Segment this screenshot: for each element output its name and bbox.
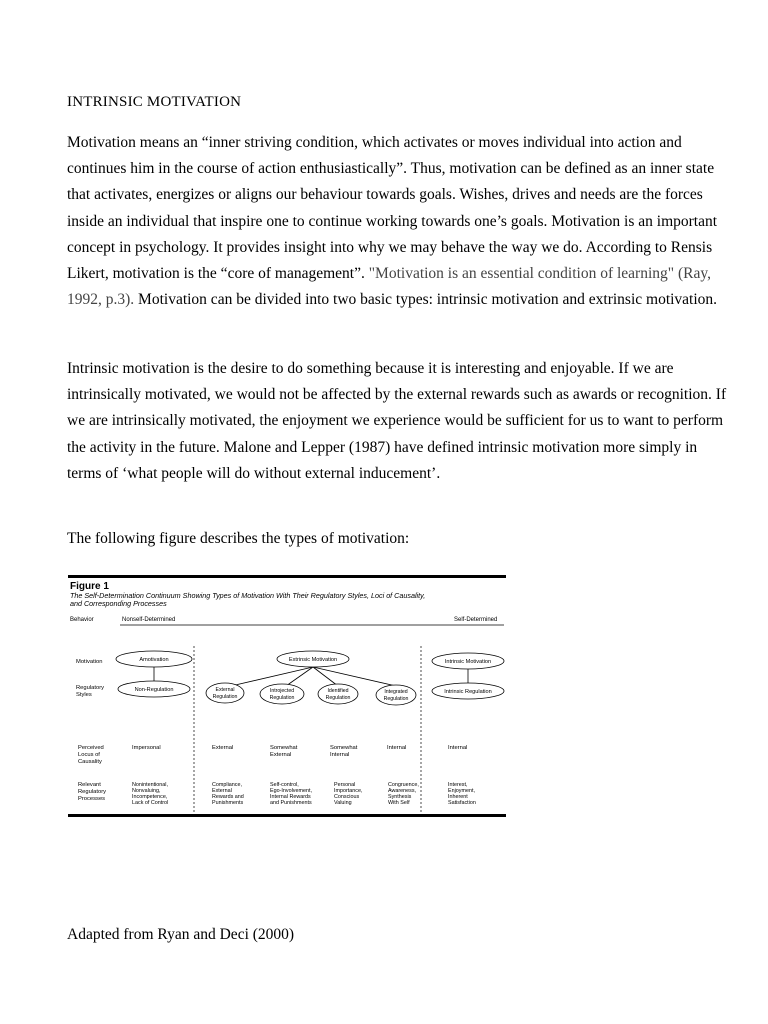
process-integrated-4: With Self bbox=[388, 800, 410, 806]
nonself-determined-label: Nonself-Determined bbox=[122, 617, 176, 623]
integrated-regulation-label-2: Regulation bbox=[383, 696, 409, 702]
process-amotivation-2: Nonvaluing, bbox=[132, 788, 161, 794]
locus-external: External bbox=[212, 745, 234, 751]
process-introjected-1: Self-control, bbox=[270, 782, 299, 788]
process-identified-4: Valuing bbox=[334, 800, 352, 806]
process-amotivation-1: Nonintentional, bbox=[132, 782, 168, 788]
process-external-1: Compliance, bbox=[212, 782, 242, 788]
process-intrinsic-4: Satisfaction bbox=[448, 800, 476, 806]
process-amotivation-3: Incompetence, bbox=[132, 794, 168, 800]
process-integrated-3: Synthesis bbox=[388, 794, 412, 800]
figure-label: Figure 1 bbox=[70, 581, 109, 592]
row-label-regulatory-1: Regulatory bbox=[76, 685, 105, 691]
locus-internal-intrinsic: Internal bbox=[448, 745, 468, 751]
connector-external bbox=[231, 667, 313, 686]
row-label-regulatory-2: Styles bbox=[76, 692, 92, 698]
ellipse-introjected-regulation bbox=[260, 684, 304, 704]
process-introjected-4: and Punishments bbox=[270, 800, 312, 806]
paragraph-intrinsic-motivation: Intrinsic motivation is the desire to do something because it is interesting and enjoyable. If we are intrinsically motivated, we would not be affected by the external rewards such as awards or recognition. If we are intrinsically motivated, the enjoyment we experience would be sufficient for us to want to perform the activity in the future. Malone and Lepper (1987) have defined intrinsic motivation more simply in terms of ‘what people will do without external inducement’. bbox=[67, 360, 727, 482]
figure-svg bbox=[68, 570, 508, 820]
intrinsic-motivation-label: Intrinsic Motivation bbox=[444, 659, 492, 665]
row-label-processes-1: Relevant bbox=[78, 782, 101, 788]
introjected-regulation-label-1: Introjected bbox=[269, 688, 295, 694]
external-regulation-label-1: External bbox=[215, 687, 235, 693]
paragraph1-part-a: Motivation means an “inner striving condition, which activates or moves individual into action and continues him in the course of action enthusiastically”. Thus, motivation can be defined as an inner state that activates, energizes or aligns our behaviour towards goals. Wishes, drives and needs are the forces inside an individual that inspire one to continue working towards one’s goals. Motivation is an important concept in psychology. It provides insight into why we may behave the way we do. According to Rensis Likert, motivation is the “core of management”. bbox=[67, 134, 718, 283]
intrinsic-regulation-label: Intrinsic Regulation bbox=[444, 689, 492, 695]
paragraph1-quote: "Motivation is an essential condition of learning" (Ray, 1992, p.3). bbox=[67, 265, 711, 309]
process-introjected-2: Ego-Involvement, bbox=[270, 788, 312, 794]
figure-self-determination-continuum bbox=[68, 570, 508, 820]
row-label-locus-2: Locus of bbox=[78, 752, 100, 758]
external-regulation-label-2: Regulation bbox=[212, 694, 238, 700]
row-label-processes-2: Regulatory bbox=[78, 789, 107, 795]
ellipse-integrated-regulation bbox=[376, 685, 416, 705]
locus-somewhat-internal-2: Internal bbox=[330, 752, 350, 758]
process-intrinsic-3: Inherent bbox=[448, 794, 468, 800]
process-external-4: Punishments bbox=[212, 800, 244, 806]
process-intrinsic-2: Enjoyment, bbox=[448, 788, 475, 794]
non-regulation-label: Non-Regulation bbox=[134, 687, 174, 693]
figure-top-rule bbox=[68, 575, 506, 578]
row-label-locus-3: Causality bbox=[78, 759, 102, 765]
introjected-regulation-label-2: Regulation bbox=[269, 695, 295, 701]
locus-impersonal: Impersonal bbox=[132, 745, 161, 751]
process-intrinsic-1: Interest, bbox=[448, 782, 468, 788]
paragraph-motivation-definition bbox=[67, 130, 727, 313]
figure-bottom-rule bbox=[68, 814, 506, 817]
extrinsic-motivation-label: Extrinsic Motivation bbox=[288, 657, 338, 663]
integrated-regulation-label-1: Integrated bbox=[384, 689, 408, 695]
figure-title-line2: and Corresponding Processes bbox=[70, 599, 167, 608]
locus-somewhat-internal-1: Somewhat bbox=[330, 745, 358, 751]
figure-source: Adapted from Ryan and Deci (2000) bbox=[67, 926, 295, 943]
ellipse-external-regulation bbox=[206, 683, 244, 703]
row-label-motivation: Motivation bbox=[76, 659, 103, 665]
process-external-2: External bbox=[212, 788, 232, 794]
locus-somewhat-external-2: External bbox=[270, 752, 292, 758]
process-identified-2: Importance, bbox=[334, 788, 363, 794]
identified-regulation-label-1: Identified bbox=[327, 688, 349, 694]
process-amotivation-4: Lack of Control bbox=[132, 800, 169, 806]
self-determined-label: Self-Determined bbox=[454, 617, 498, 623]
identified-regulation-label-2: Regulation bbox=[325, 695, 351, 701]
ellipse-identified-regulation bbox=[318, 684, 358, 704]
row-label-locus-1: Perceived bbox=[78, 745, 104, 751]
paragraph1-part-b: Motivation can be divided into two basic types: intrinsic motivation and extrinsic motivation. bbox=[134, 291, 718, 309]
locus-somewhat-external-1: Somewhat bbox=[270, 745, 298, 751]
process-integrated-1: Congruence, bbox=[388, 782, 419, 788]
process-integrated-2: Awareness, bbox=[388, 788, 417, 794]
process-external-3: Rewards and bbox=[212, 794, 244, 800]
row-label-behavior: Behavior bbox=[70, 617, 94, 623]
process-identified-1: Personal bbox=[334, 782, 356, 788]
figure-intro: The following figure describes the types of motivation: bbox=[67, 530, 410, 547]
amotivation-label: Amotivation bbox=[139, 657, 169, 663]
figure-title-line1: The Self-Determination Continuum Showing Types of Motivation With Their Regulatory Styles, Loci of Causality, bbox=[70, 591, 426, 600]
process-introjected-3: Internal Rewards bbox=[270, 794, 311, 800]
process-identified-3: Conscious bbox=[334, 794, 360, 800]
locus-internal-integrated: Internal bbox=[387, 745, 407, 751]
row-label-processes-3: Processes bbox=[78, 796, 106, 802]
document-heading: INTRINSIC MOTIVATION bbox=[67, 94, 242, 110]
